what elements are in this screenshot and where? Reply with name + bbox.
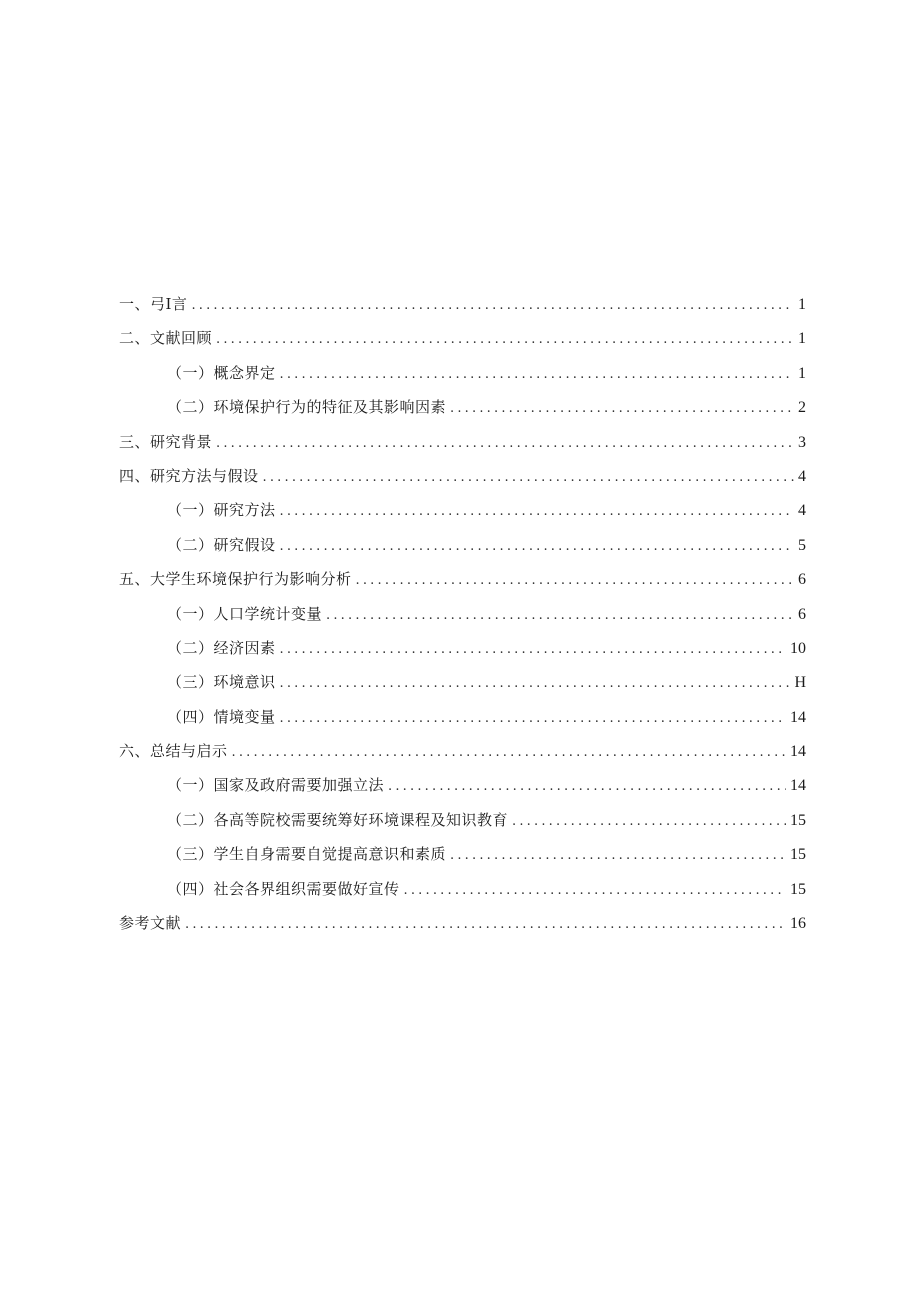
toc-entry[interactable] — [119, 459, 806, 493]
toc-entry[interactable] — [119, 562, 806, 596]
toc-entry-label: 五、大学生环境保护行为影响分析 — [119, 570, 352, 589]
toc-leader-dots — [280, 530, 794, 564]
toc-leader-dots — [280, 495, 794, 529]
toc-entry-label: 三、研究背景 — [119, 432, 213, 451]
toc-entry-label: （三）环境意识 — [167, 673, 276, 692]
toc-entry-label: （一）研究方法 — [167, 501, 276, 520]
toc-entry-page: 15 — [790, 846, 806, 864]
toc-entry[interactable] — [119, 803, 806, 837]
toc-leader-dots — [280, 633, 786, 667]
toc-entry-label: 六、总结与启示 — [119, 742, 228, 761]
toc-leader-dots — [280, 358, 794, 392]
toc-leader-dots — [185, 908, 786, 942]
toc-leader-dots — [232, 736, 786, 770]
toc-leader-dots — [216, 323, 794, 357]
toc-leader-dots — [404, 874, 786, 908]
toc-leader-dots — [356, 564, 794, 598]
toc-entry[interactable] — [119, 321, 806, 355]
toc-entry-page: 6 — [798, 605, 806, 623]
toc-entry-page: 16 — [790, 915, 806, 933]
toc-entry-label: （一）人口学统计变量 — [167, 604, 323, 623]
toc-entry-page: 14 — [790, 777, 806, 795]
toc-entry[interactable] — [119, 493, 806, 527]
toc-entry-label: 一、弓I言 — [119, 295, 188, 313]
toc-entry-page: 15 — [790, 880, 806, 898]
toc-entry[interactable] — [119, 425, 806, 459]
toc-entry[interactable] — [119, 287, 806, 321]
table-of-contents — [119, 287, 806, 940]
toc-entry[interactable] — [119, 734, 806, 768]
toc-entry-page: 4 — [798, 502, 806, 520]
toc-entry-page: 2 — [798, 399, 806, 417]
toc-entry-label: （一）国家及政府需要加强立法 — [167, 776, 385, 795]
toc-entry-page: 5 — [798, 536, 806, 554]
toc-leader-dots — [280, 702, 786, 736]
toc-leader-dots — [512, 805, 786, 839]
toc-leader-dots — [263, 461, 794, 495]
toc-entry-page: 1 — [798, 296, 806, 313]
toc-entry-label: （二）研究假设 — [167, 535, 276, 554]
toc-entry-page: 14 — [790, 708, 806, 726]
toc-entry-page: 14 — [790, 743, 806, 761]
toc-entry[interactable] — [119, 631, 806, 665]
toc-leader-dots — [280, 667, 791, 701]
toc-entry[interactable] — [119, 768, 806, 802]
toc-leader-dots — [216, 427, 794, 461]
toc-leader-dots — [326, 599, 794, 633]
toc-entry-page: 3 — [798, 433, 806, 451]
toc-entry-page: 1 — [798, 364, 806, 382]
toc-entry-label: 二、文献回顾 — [119, 329, 213, 348]
toc-entry[interactable] — [119, 872, 806, 906]
toc-entry[interactable] — [119, 597, 806, 631]
toc-entry-label: （二）环境保护行为的特征及其影响因素 — [167, 398, 447, 417]
toc-entry-page: 15 — [790, 811, 806, 829]
toc-entry-page: 10 — [790, 639, 806, 657]
toc-entry-label: （四）情境变量 — [167, 707, 276, 726]
toc-entry[interactable] — [119, 837, 806, 871]
toc-entry[interactable] — [119, 528, 806, 562]
toc-entry-label: （三）学生自身需要自觉提高意识和素质 — [167, 845, 447, 864]
toc-entry[interactable] — [119, 356, 806, 390]
toc-entry-page: H — [794, 674, 806, 692]
toc-entry[interactable] — [119, 906, 806, 940]
toc-entry[interactable] — [119, 665, 806, 699]
toc-entry-label: 四、研究方法与假设 — [119, 466, 259, 485]
toc-entry[interactable] — [119, 390, 806, 424]
toc-entry-page: 4 — [798, 467, 806, 485]
toc-leader-dots — [450, 392, 794, 426]
toc-leader-dots — [450, 839, 786, 873]
toc-entry-page: 1 — [798, 330, 806, 348]
toc-entry-page: 6 — [798, 571, 806, 589]
toc-leader-dots — [388, 770, 786, 804]
toc-leader-dots — [191, 289, 794, 323]
toc-entry-label: （二）各高等院校需要统筹好环境课程及知识教育 — [167, 810, 509, 829]
toc-entry[interactable] — [119, 700, 806, 734]
toc-entry-label: （四）社会各界组织需要做好宣传 — [167, 879, 400, 898]
toc-entry-label: （一）概念界定 — [167, 363, 276, 382]
toc-entry-label: 参考文献 — [119, 914, 182, 933]
toc-entry-label: （二）经济因素 — [167, 638, 276, 657]
